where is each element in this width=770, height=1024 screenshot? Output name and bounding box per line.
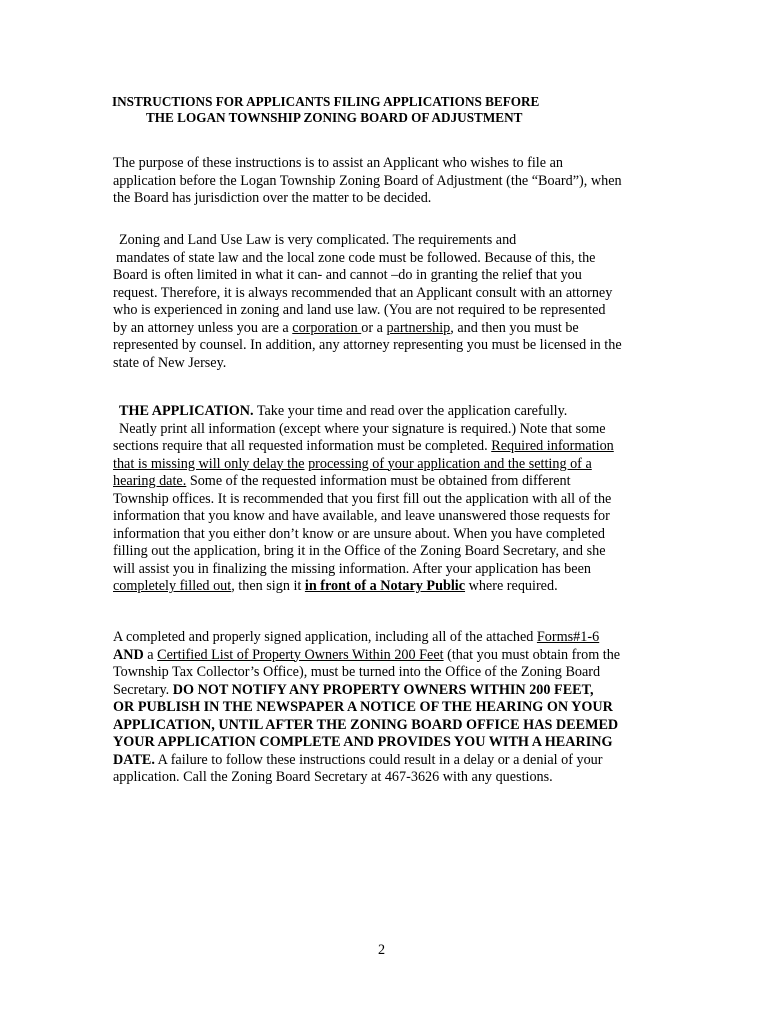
document-title (112, 94, 539, 126)
text-segment: Some of the requested information must be obtained from different (186, 473, 571, 489)
text-line (113, 629, 661, 647)
text-segment: Secretary. (113, 681, 173, 698)
bold-warning: DATE. (113, 751, 155, 768)
text-line: The purpose of these instructions is to assist an Applicant who wishes to file an (113, 155, 563, 171)
underlined-forms-reference: Forms#1-6 (536, 629, 600, 645)
bold-warning-line: APPLICATION, UNTIL AFTER THE ZONING BOARD OFFICE HAS DEEMED (113, 716, 619, 733)
title-line-1: INSTRUCTIONS FOR APPLICANTS FILING APPLICATIONS BEFORE (112, 94, 540, 109)
text-segment: a (143, 646, 158, 663)
text-line: application before the Logan Township Zoning Board of Adjustment (the “Board”), when (113, 172, 622, 189)
text-segment: , and then you must be (450, 319, 579, 336)
text-line: Township Tax Collector’s Office), must be turned into the Office of the Zoning Board (113, 664, 601, 680)
underlined-certified-list: Certified List of Property Owners Within 200 Feet (157, 646, 444, 663)
text-line: request. Therefore, it is always recommended that an Applicant consult with an attorney (113, 284, 613, 301)
text-line: mandates of state law and the local zone code must be followed. Because of this, the (116, 249, 596, 266)
text-line (113, 403, 661, 421)
bold-warning: DO NOT NOTIFY ANY PROPERTY OWNERS WITHIN 200 FEET, (172, 681, 594, 698)
text-line: filling out the application, bring it in the Office of the Zoning Board Secretary, and she (113, 543, 606, 559)
text-segment: where required. (465, 578, 558, 594)
text-line (113, 320, 661, 338)
text-segment: (that you must obtain from the (443, 646, 621, 663)
underlined-text: completely filled out (113, 578, 232, 594)
zoning-law-paragraph (113, 232, 661, 372)
underlined-text: that is missing will only delay the (113, 455, 305, 472)
submission-paragraph (113, 629, 661, 787)
text-line: information that you know and have available, and leave unanswered those requests for (113, 508, 610, 524)
text-segment: Take your time and read over the application carefully. (253, 403, 568, 419)
text-line: represented by counsel. In addition, any attorney representing you must be licensed in the (113, 337, 622, 353)
text-segment: or a (361, 319, 387, 336)
bold-warning-line: OR PUBLISH IN THE NEWSPAPER A NOTICE OF THE HEARING ON YOUR (113, 699, 613, 715)
application-paragraph (113, 403, 661, 596)
text-segment: sections require that all requested information must be completed. (113, 438, 492, 454)
underlined-term-corporation: corporation (292, 319, 362, 336)
notary-emphasis: in front of a Notary Public (304, 578, 466, 594)
text-line: the Board has jurisdiction over the matter to be decided. (113, 190, 432, 206)
text-line: Neatly print all information (except where your signature is required.) Note that some (119, 420, 606, 437)
text-line (113, 752, 661, 770)
text-line: state of New Jersey. (113, 354, 227, 371)
text-segment: A failure to follow these instructions could result in a delay or a denial of your (154, 751, 603, 768)
text-line: information that you either don’t know or are unsure about. When you have completed (113, 525, 605, 542)
bold-warning-line: YOUR APPLICATION COMPLETE AND PROVIDES YOU WITH A HEARING (113, 734, 613, 750)
text-line: Board is often limited in what it can- and cannot –do in granting the relief that you (113, 267, 582, 283)
text-line (113, 438, 661, 456)
text-line: who is experienced in zoning and land use law. (You are not required to be represented (113, 302, 606, 318)
text-line (113, 473, 661, 491)
text-line: Zoning and Land Use Law is very complicated. The requirements and (119, 232, 517, 248)
text-line (113, 647, 661, 665)
section-heading: THE APPLICATION. (119, 403, 254, 419)
underlined-term-partnership: partnership (386, 319, 451, 336)
text-line (113, 682, 661, 700)
bold-text: AND (113, 646, 144, 663)
text-segment: , then sign it (231, 578, 305, 594)
underlined-text: hearing date. (113, 473, 187, 489)
text-line (113, 456, 661, 474)
text-segment: A completed and properly signed application, including all of the attached (113, 629, 537, 645)
text-line: Township offices. It is recommended that you first fill out the application with all of the (113, 490, 612, 507)
text-line: application. Call the Zoning Board Secretary at 467-3626 with any questions. (113, 769, 553, 785)
underlined-text: processing of your application and the setting of a (308, 455, 592, 472)
underlined-text: Required information (491, 438, 614, 454)
text-line (113, 578, 661, 596)
text-line: will assist you in finalizing the missing information. After your application has been (113, 560, 591, 577)
text-segment: by an attorney unless you are a (113, 319, 293, 336)
title-line-2: THE LOGAN TOWNSHIP ZONING BOARD OF ADJUSTMENT (146, 110, 523, 125)
page-number: 2 (378, 942, 386, 958)
purpose-paragraph (113, 155, 661, 208)
